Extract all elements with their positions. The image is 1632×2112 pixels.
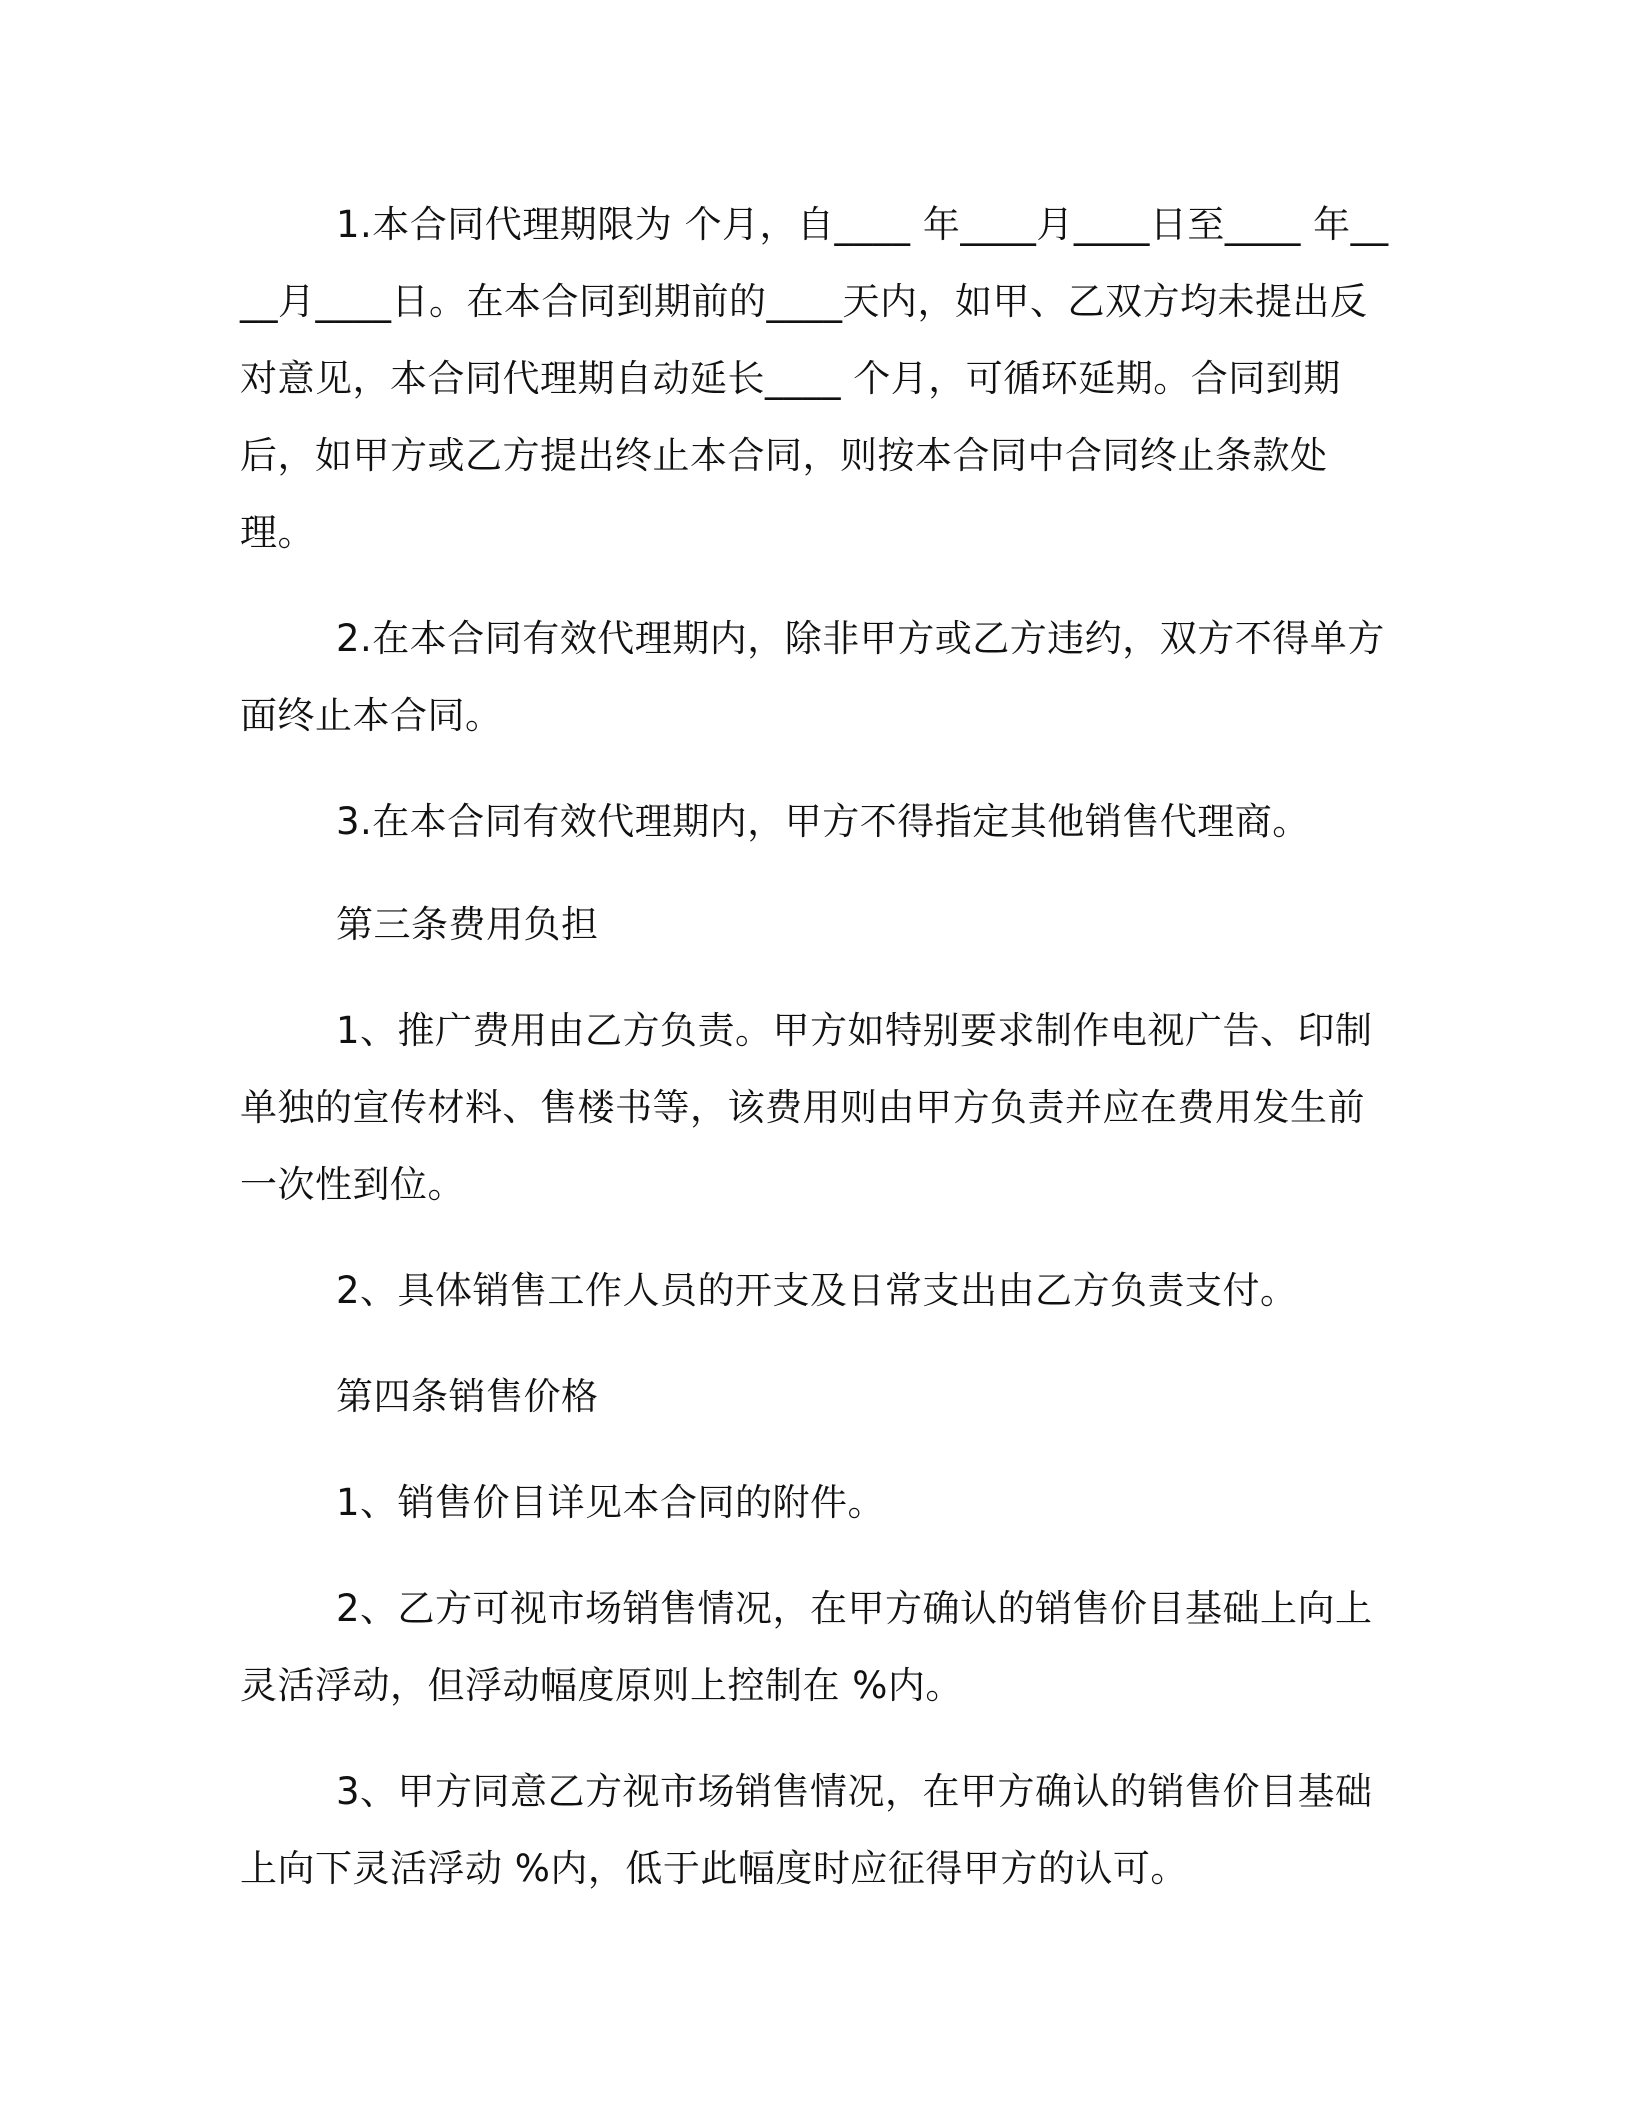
cost-clause-2-paragraph: 2、具体销售工作人员的开支及日常支出由乙方负责支付。 [336,1269,1298,1312]
price-clause-1-paragraph: 1、销售价目详见本合同的附件。 [336,1481,886,1524]
cost-clause-1-paragraph: 1、推广费用由乙方负责。甲方如特别要求制作电视广告、印制单独的宣传材料、售楼书等，该费用则由甲方负责并应在费用发生前一次性到位。 [240,1009,1373,1206]
section-heading-pricing: 第四条销售价格 [336,1375,599,1418]
document-body [240,186,1390,1907]
clause-exclusive-agent-paragraph: 3.在本合同有效代理期内，甲方不得指定其他销售代理商。 [336,800,1310,843]
section-heading-costs: 第三条费用负担 [336,903,599,946]
price-clause-3-paragraph: 3、甲方同意乙方视市场销售情况，在甲方确认的销售价目基础上向下灵活浮动 %内，低于此幅度时应征得甲方的认可。 [240,1770,1373,1890]
price-clause-2-paragraph: 2、乙方可视市场销售情况，在甲方确认的销售价目基础上向上灵活浮动，但浮动幅度原则上控制在 %内。 [240,1587,1373,1707]
clause-termination-paragraph: 2.在本合同有效代理期内，除非甲方或乙方违约，双方不得单方面终止本合同。 [240,617,1385,737]
clause-term-paragraph: 1.本合同代理期限为 个月，自____ 年____月____日至____ 年____月____日。在本合同到期前的____天内，如甲、乙双方均未提出反对意见，本合同代理期自动延长____ 个月，可循环延期。合同到期后，如甲方或乙方提出终止本合同，则按本合同中合同终止条款处理。 [240,203,1389,554]
